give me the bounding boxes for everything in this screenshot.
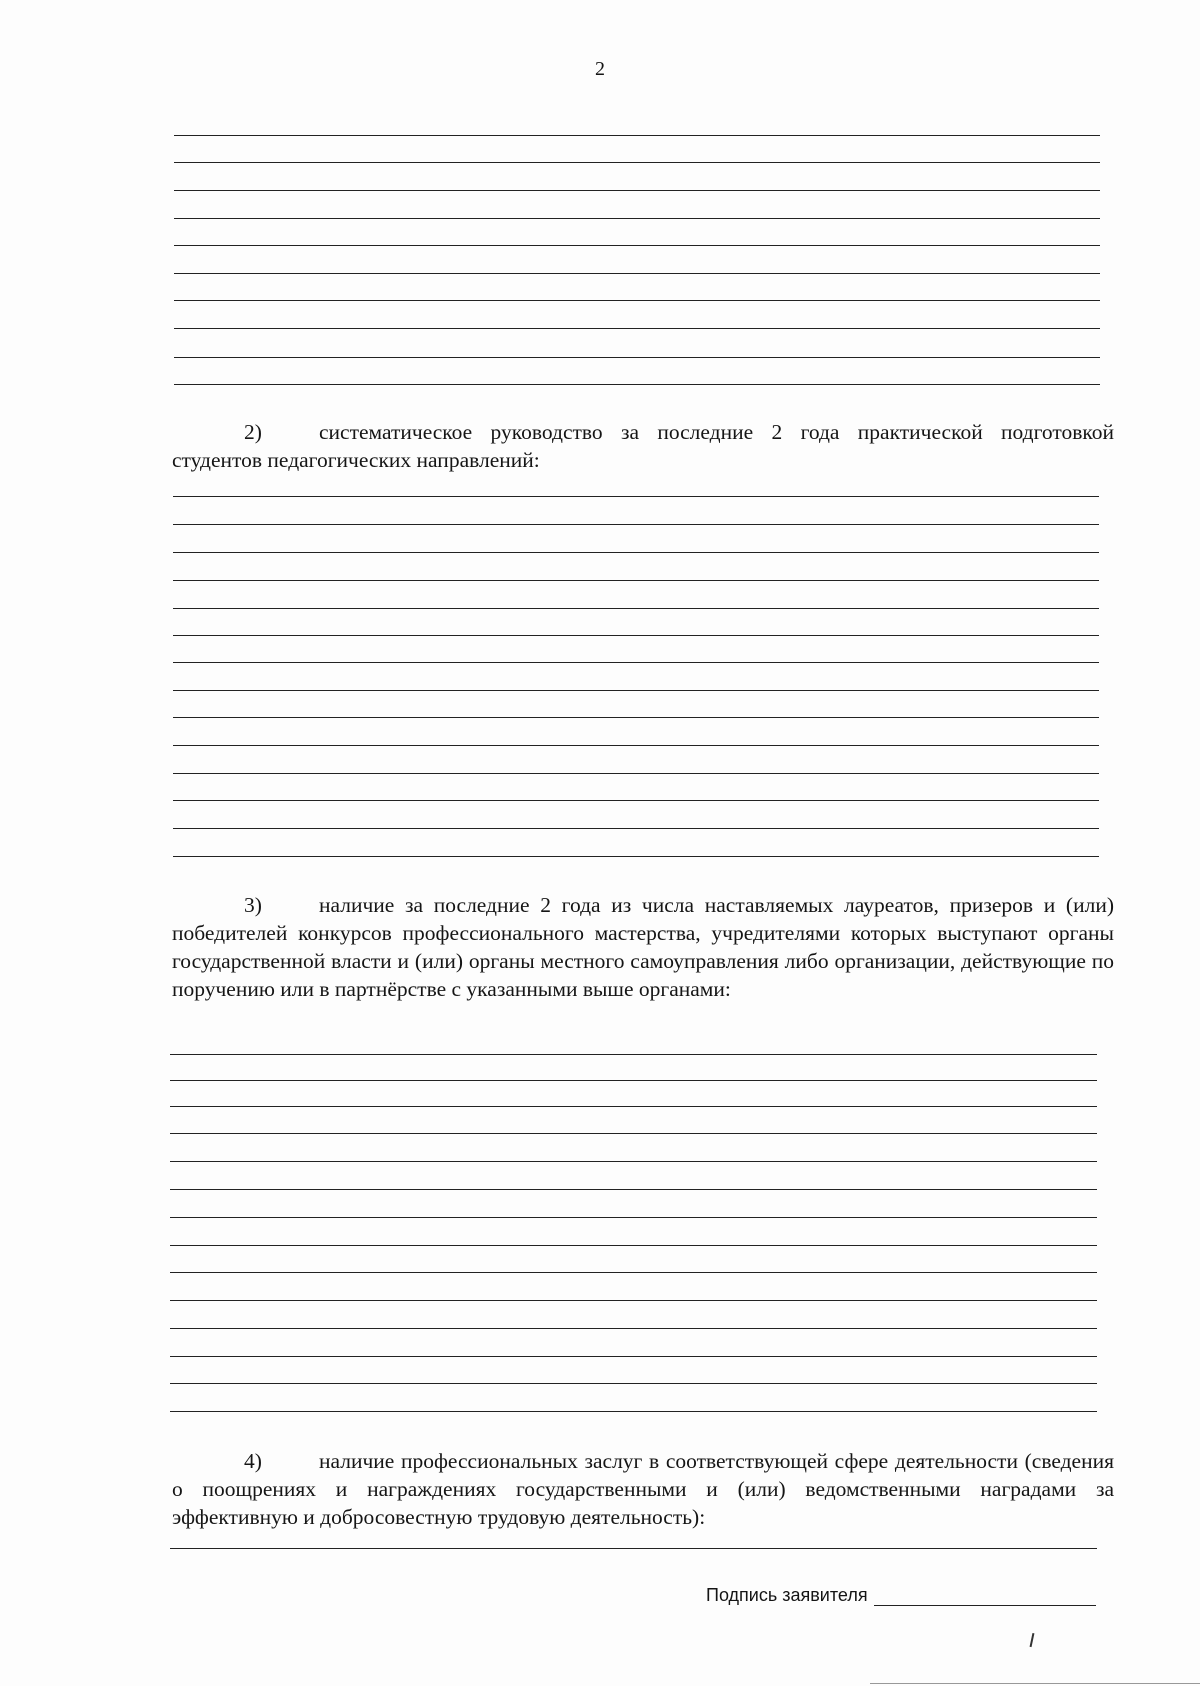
answer-line[interactable] — [170, 1189, 1097, 1190]
answer-line[interactable] — [174, 245, 1100, 246]
answer-line[interactable] — [173, 773, 1099, 774]
item-3 — [172, 891, 1114, 1003]
answer-line[interactable] — [170, 1300, 1097, 1301]
signature-block — [706, 1585, 1096, 1606]
answer-line[interactable] — [173, 496, 1099, 497]
answer-line[interactable] — [173, 856, 1099, 857]
answer-line[interactable] — [173, 828, 1099, 829]
item-4-text: наличие профессиональных заслуг в соответствующей сфере деятельности (сведения о поощрениях и награждениях государственными и (или) ведомственными наградами за эффективную и добросовестную трудовую деятельность): — [172, 1449, 1114, 1529]
answer-line[interactable] — [174, 384, 1100, 385]
answer-line[interactable] — [170, 1383, 1097, 1384]
answer-line[interactable] — [174, 162, 1100, 163]
item-2-text: систематическое руководство за последние 2 года практической подготовкой студентов педагогических направлений: — [172, 420, 1114, 472]
item-3-number: 3) — [244, 893, 262, 917]
answer-line[interactable] — [173, 690, 1099, 691]
answer-line[interactable] — [174, 273, 1100, 274]
answer-line[interactable] — [174, 357, 1100, 358]
answer-line[interactable] — [174, 300, 1100, 301]
answer-line[interactable] — [170, 1217, 1097, 1218]
answer-line[interactable] — [170, 1054, 1097, 1055]
item-4-number: 4) — [244, 1449, 262, 1473]
item-2-number: 2) — [244, 420, 262, 444]
answer-line[interactable] — [173, 717, 1099, 718]
answer-line[interactable] — [174, 135, 1100, 136]
answer-line[interactable] — [170, 1245, 1097, 1246]
answer-line[interactable] — [173, 524, 1099, 525]
item-2 — [172, 418, 1114, 474]
item-4 — [172, 1447, 1114, 1531]
answer-line[interactable] — [173, 608, 1099, 609]
answer-line[interactable] — [173, 800, 1099, 801]
item-3-text: наличие за последние 2 года из числа наставляемых лауреатов, призеров и (или) победителей конкурсов профессионального мастерства, учредителями которых выступают органы государственной власти и (или) органы местного самоуправления либо организации, действующие по поручению или в партнёрстве с указанными выше органами: — [172, 893, 1114, 1001]
answer-line[interactable] — [170, 1161, 1097, 1162]
signature-label: Подпись заявителя — [706, 1585, 868, 1605]
answer-line[interactable] — [174, 328, 1100, 329]
answer-line[interactable] — [173, 580, 1099, 581]
signature-line[interactable] — [874, 1585, 1096, 1606]
answer-line[interactable] — [173, 552, 1099, 553]
page-number: 2 — [595, 58, 605, 80]
answer-line[interactable] — [173, 662, 1099, 663]
answer-line[interactable] — [170, 1272, 1097, 1273]
answer-line[interactable] — [170, 1356, 1097, 1357]
answer-line[interactable] — [174, 190, 1100, 191]
answer-line[interactable] — [170, 1328, 1097, 1329]
answer-line[interactable] — [173, 745, 1099, 746]
answer-line[interactable] — [170, 1548, 1097, 1549]
answer-line[interactable] — [170, 1411, 1097, 1412]
answer-line[interactable] — [174, 218, 1100, 219]
scan-edge — [870, 1683, 1200, 1684]
answer-line[interactable] — [173, 635, 1099, 636]
answer-line[interactable] — [170, 1106, 1097, 1107]
answer-line[interactable] — [170, 1080, 1097, 1081]
answer-line[interactable] — [170, 1133, 1097, 1134]
